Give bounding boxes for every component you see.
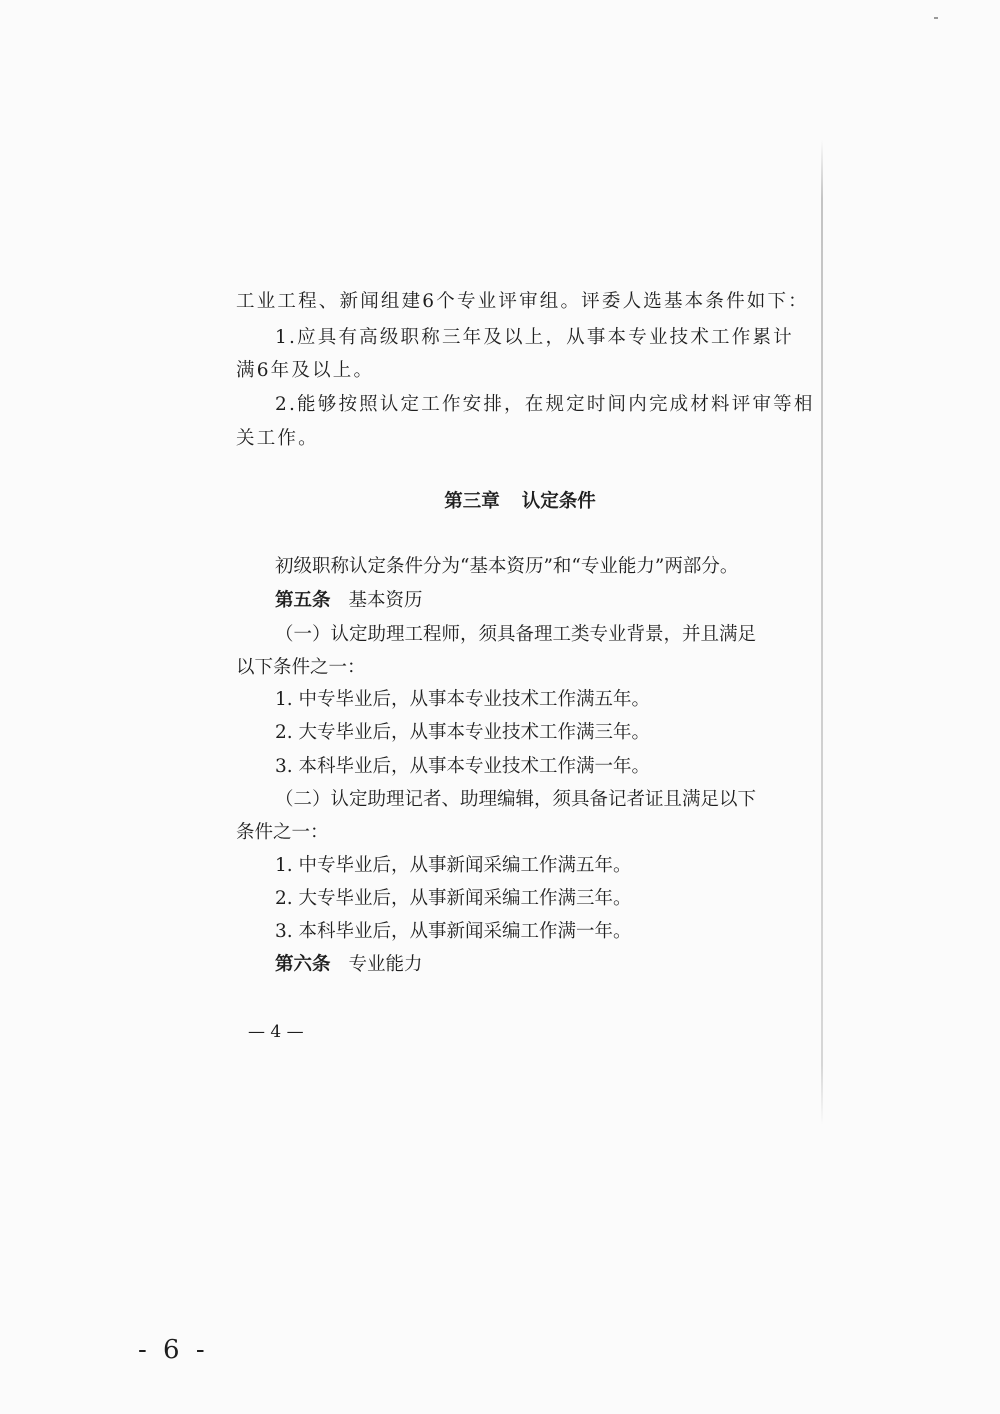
inner-page-number: — 4 — bbox=[248, 1022, 304, 1042]
body-line: 2.能够按照认定工作安排，在规定时间内完成材料评审等相 bbox=[275, 394, 815, 415]
article-6-title: 专业能力 bbox=[348, 954, 423, 975]
section-1-line: （一）认定助理工程师，须具备理工类专业背景，并且满足 bbox=[275, 624, 757, 645]
chapter-heading bbox=[0, 490, 1000, 514]
body-line: 关工作。 bbox=[236, 428, 319, 449]
scan-fold-line bbox=[821, 140, 823, 1125]
scan-mark bbox=[934, 17, 938, 19]
section-2-line: （二）认定助理记者、助理编辑，须具备记者证且满足以下 bbox=[275, 789, 757, 810]
chapter-title: 认定条件 bbox=[521, 491, 596, 512]
outer-page-number: - 6 - bbox=[138, 1335, 209, 1365]
article-5-title: 基本资历 bbox=[348, 590, 423, 611]
list-item: 3. 本科毕业后，从事新闻采编工作满一年。 bbox=[275, 921, 632, 942]
article-6-heading bbox=[275, 953, 423, 977]
body-line: 1.应具有高级职称三年及以上，从事本专业技术工作累计 bbox=[275, 327, 794, 348]
article-6-label: 第六条 bbox=[275, 954, 331, 975]
list-item: 2. 大专毕业后，从事本专业技术工作满三年。 bbox=[275, 722, 651, 743]
article-5-label: 第五条 bbox=[275, 590, 331, 611]
list-item: 1. 中专毕业后，从事新闻采编工作满五年。 bbox=[275, 855, 632, 876]
intro-paragraph: 初级职称认定条件分为“基本资历”和“专业能力”两部分。 bbox=[275, 556, 739, 577]
body-line: 满6年及以上。 bbox=[236, 360, 375, 381]
body-line: 工业工程、新闻组建6个专业评审组。评委人选基本条件如下： bbox=[236, 291, 809, 312]
list-item: 2. 大专毕业后，从事新闻采编工作满三年。 bbox=[275, 888, 632, 909]
section-2-line: 条件之一： bbox=[236, 822, 329, 843]
section-1-line: 以下条件之一： bbox=[236, 657, 366, 678]
chapter-number: 第三章 bbox=[444, 491, 500, 512]
article-5-heading bbox=[275, 589, 423, 613]
list-item: 1. 中专毕业后，从事本专业技术工作满五年。 bbox=[275, 689, 651, 710]
list-item: 3. 本科毕业后，从事本专业技术工作满一年。 bbox=[275, 756, 651, 777]
